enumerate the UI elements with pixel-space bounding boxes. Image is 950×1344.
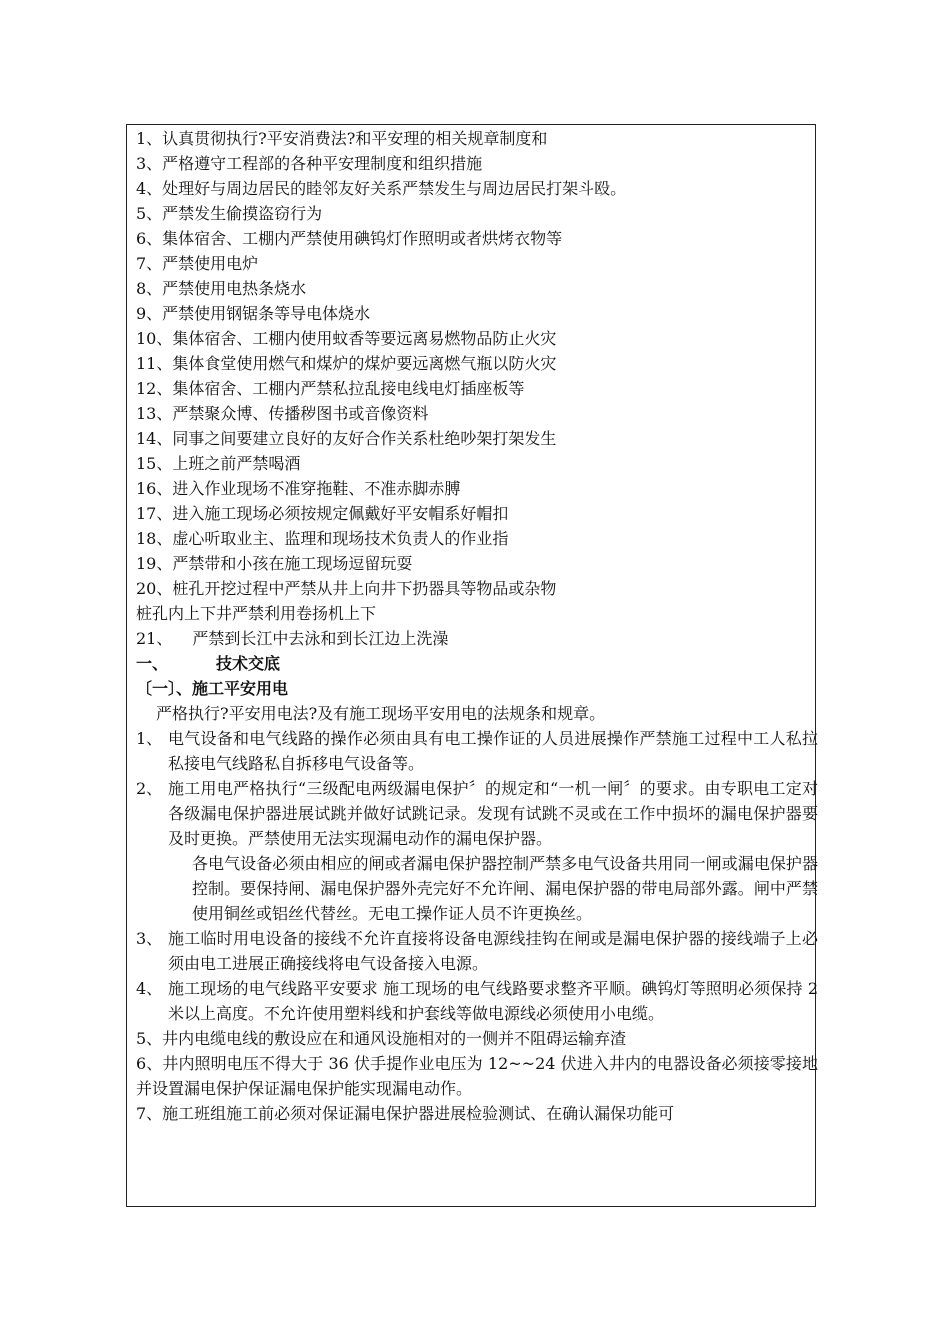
section-title: 技术交底 <box>216 654 281 673</box>
rule-line: 18、虚心听取业主、监理和现场技术负责人的作业指 <box>136 529 509 548</box>
rule-line: 14、同事之间要建立良好的友好合作关系杜绝吵架打架发生 <box>136 429 557 448</box>
sub-paragraph: 各电气设备必须由相应的闸或者漏电保护器控制严禁多电气设备共用同一闸或漏电保护器控制。要保持闸、漏电保护器外壳完好不允许闸、漏电保护器的带电局部外露。闸中严禁使用铜丝或铝丝代替丝。无电工操作证人员不许更换丝。 <box>192 854 818 923</box>
item-number: 3、 <box>136 929 163 948</box>
numbered-item <box>136 776 818 851</box>
intro-paragraph: 严格执行?平安用电法?及有施工现场平安用电的法规条和规章。 <box>156 704 606 723</box>
item-text: 电气设备和电气线路的操作必须由具有电工操作证的人员进展操作严禁施工过程中工人私拉私接电气线路私自拆移电气设备等。 <box>168 729 818 773</box>
rule-line: 1、认真贯彻执行?平安消费法?和平安理的相关规章制度和 <box>136 129 548 148</box>
numbered-item <box>136 726 818 776</box>
rule-text: 严禁到长江中去泳和到长江边上洗澡 <box>192 629 449 648</box>
rule-number: 21、 <box>136 629 173 648</box>
numbered-item <box>136 976 818 1026</box>
tail-line: 7、施工班组施工前必须对保证漏电保护器进展检验测试、在确认漏保功能可 <box>136 1104 675 1123</box>
rule-line: 15、上班之前严禁喝酒 <box>136 454 301 473</box>
item-text: 施工用电严格执行“三级配电两级漏电保护〞的规定和“一机一闸〞的要求。由专职电工定对各级漏电保护器进展试跳并做好试跳记录。发现有试跳不灵或在工作中损坏的漏电保护器要及时更换。严禁使用无法实现漏电动作的漏电保护器。 <box>168 779 818 848</box>
rule-line: 3、严格遵守工程部的各种平安理制度和组织措施 <box>136 154 483 173</box>
item-number: 2、 <box>136 779 163 798</box>
item-number: 4、 <box>136 979 163 998</box>
rule-line: 19、严禁带和小孩在施工现场逗留玩耍 <box>136 554 413 573</box>
rule-line: 5、严禁发生偷摸盗窃行为 <box>136 204 323 223</box>
numbered-item <box>136 926 818 976</box>
item-text: 施工临时用电设备的接线不允许直接将设备电源线挂钩在闸或是漏电保护器的接线端子上必须由电工进展正确接线将电气设备接入电源。 <box>168 929 818 973</box>
tail-line: 5、井内电缆电线的敷设应在和通风设施相对的一侧并不阻碍运输弃渣 <box>136 1029 627 1048</box>
rule-line: 20、桩孔开挖过程中严禁从井上向井下扔器具等物品或杂物 <box>136 579 557 598</box>
rule-line: 10、集体宿舍、工棚内使用蚊香等要远离易燃物品防止火灾 <box>136 329 557 348</box>
rules-list <box>136 126 818 651</box>
rule-line-21 <box>136 626 818 651</box>
rule-line: 6、集体宿舍、工棚内严禁使用碘钨灯作照明或者烘烤衣物等 <box>136 229 563 248</box>
rule-line: 7、严禁使用电炉 <box>136 254 259 273</box>
rule-line: 8、严禁使用电热条烧水 <box>136 279 307 298</box>
document-body <box>136 126 818 1126</box>
rule-line: 12、集体宿舍、工棚内严禁私拉乱接电线电灯插座板等 <box>136 379 525 398</box>
section-heading <box>136 651 818 676</box>
tail-paragraph: 6、井内照明电压不得大于 36 伏手提作业电压为 12~~24 伏进入井内的电器设备必须接零接地并设置漏电保护保证漏电保护能实现漏电动作。 <box>136 1054 818 1098</box>
rule-line: 4、处理好与周边居民的睦邻友好关系严禁发生与周边居民打架斗殴。 <box>136 179 627 198</box>
rule-line: 13、严禁聚众博、传播秽图书或音像资料 <box>136 404 429 423</box>
item-number: 1、 <box>136 729 163 748</box>
section-number: 一、 <box>136 654 169 673</box>
item-text: 施工现场的电气线路平安要求 施工现场的电气线路要求整齐平顺。碘钨灯等照明必须保持 2 米以上高度。不允许使用塑料线和护套线等做电源线必须使用小电缆。 <box>168 979 818 1023</box>
rule-line: 11、集体食堂使用燃气和煤炉的煤炉要远离燃气瓶以防火灾 <box>136 354 557 373</box>
rule-line: 16、进入作业现场不准穿拖鞋、不准赤脚赤膊 <box>136 479 461 498</box>
rule-line: 9、严禁使用钢锯条等导电体烧水 <box>136 304 371 323</box>
subsection-heading: 〔一〕、施工平安用电 <box>136 679 289 698</box>
rule-line: 桩孔内上下井严禁利用卷扬机上下 <box>136 604 377 623</box>
rule-line: 17、进入施工现场必须按规定佩戴好平安帽系好帽扣 <box>136 504 509 523</box>
